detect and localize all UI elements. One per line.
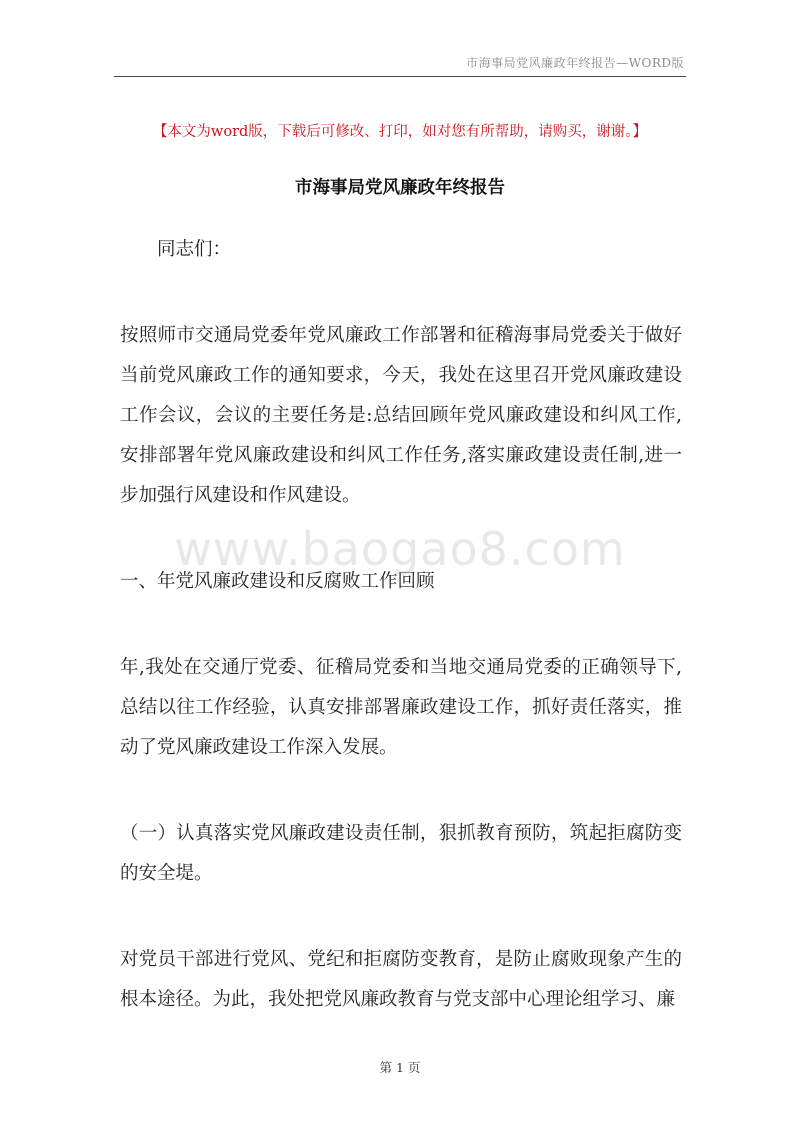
section-heading: 一、年党风廉政建设和反腐败工作回顾 <box>120 571 435 592</box>
body-paragraph: 按照师市交通局党委年党风廉政工作部署和征稽海事局党委关于做好当前党风廉政工作的通知要求，今天，我处在这里召开党风廉政建设工作会议，会议的主要任务是:总结回顾年党风廉政建设和纠风工作,安排部署年党风廉政建设和纠风工作任务,落实廉政建设责任制,进一步加强行风建设和作风建设。 <box>120 325 682 506</box>
header-divider <box>114 76 686 77</box>
running-header: 市海事局党风廉政年终报告—WORD版 <box>466 56 684 70</box>
watermark: www.baogao8.com <box>174 522 626 576</box>
document-body <box>120 230 682 1066</box>
subsection-heading: （一）认真落实党风廉政建设责任制，狠抓教育预防，筑起拒腐防变的安全堤。 <box>120 823 682 884</box>
body-paragraph: 年,我处在交通厅党委、征稽局党委和当地交通局党委的正确领导下,总结以往工作经验，认真安排部署廉政建设工作，抓好责任落实，推动了党风廉政建设工作深入发展。 <box>120 657 682 758</box>
salutation: 同志们： <box>157 239 232 260</box>
body-paragraph: 对党员干部进行党风、党纪和拒腐防变教育，是防止腐败现象产生的根本途径。为此，我处把党风廉政教育与党支部中心理论组学习、廉 <box>120 949 682 1010</box>
document-title: 市海事局党风廉政年终报告 <box>295 178 505 198</box>
purchase-notice: 【本文为word版，下载后可修改、打印，如对您有所帮助，请购买，谢谢。】 <box>152 124 648 140</box>
page-number: 第 1 页 <box>379 1060 421 1075</box>
